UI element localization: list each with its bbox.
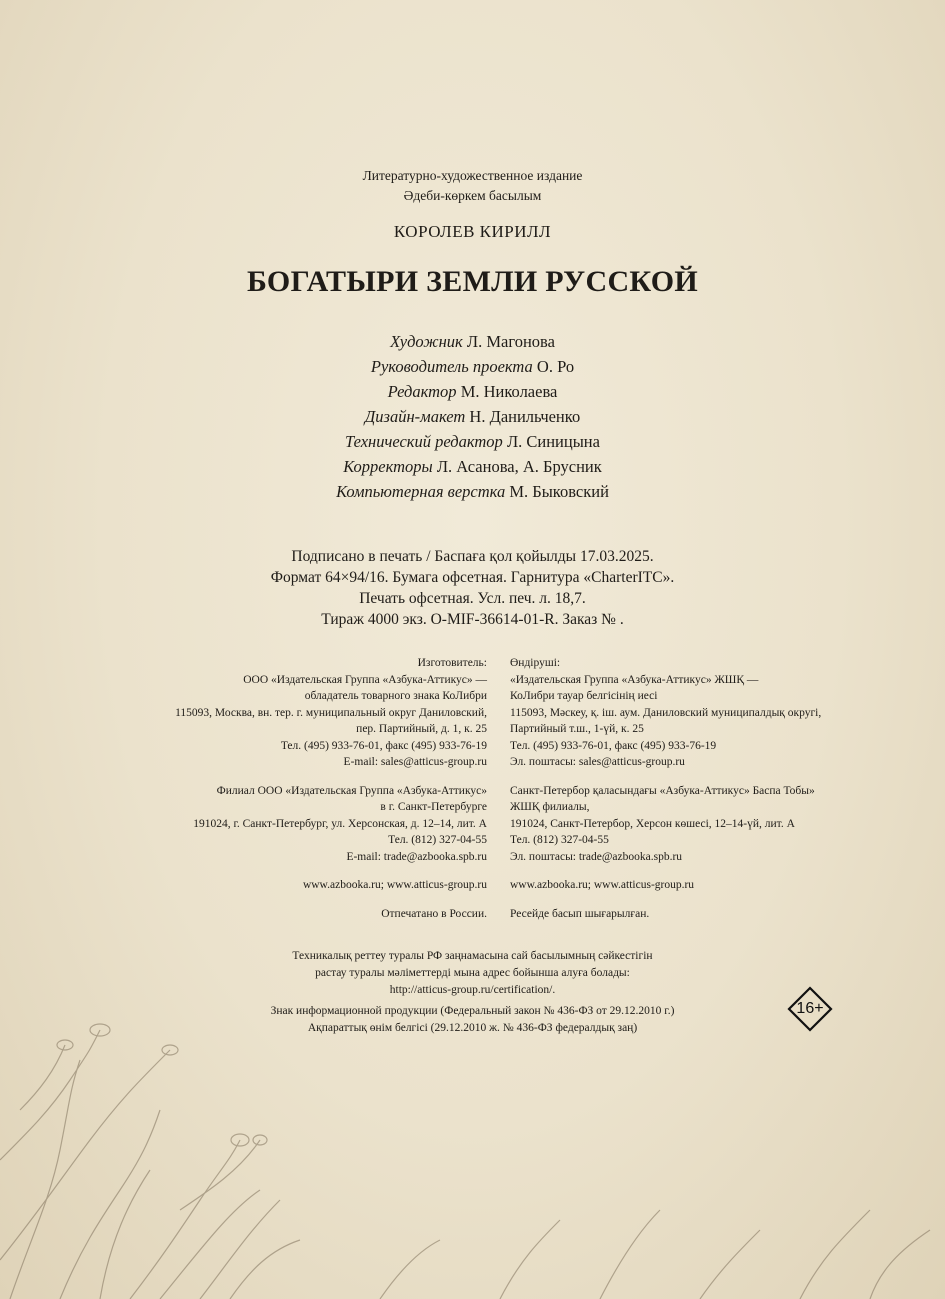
- credit-person: О. Ро: [536, 357, 575, 376]
- text-line: 115093, Москва, вн. тер. г. муниципальный округ Даниловский,: [175, 706, 487, 719]
- text-line: 191024, Санкт-Петербор, Херсон көшесі, 12–14-үй, лит. А: [510, 817, 795, 830]
- text-line: пер. Партийный, д. 1, к. 25: [356, 723, 487, 735]
- email-text: E-mail: sales@atticus-group.ru: [343, 756, 487, 768]
- email-text: Эл. поштасы: sales@atticus-group.ru: [510, 756, 685, 768]
- text-line: Санкт-Петербор қаласындағы «Азбука-Аттикус» Баспа Тобы»: [510, 784, 815, 797]
- text-line: Филиал ООО «Издательская Группа «Азбука-Аттикус»: [216, 784, 487, 797]
- credit-person: М. Быковский: [509, 482, 609, 501]
- edition-ru: Литературно-художественное издание: [362, 168, 583, 183]
- credit-line: [0, 429, 945, 454]
- manufacturer-kz-main: [510, 655, 850, 771]
- credit-role: Руководитель проекта: [370, 357, 533, 376]
- credit-role: Редактор: [387, 382, 457, 401]
- credit-line: [0, 379, 945, 404]
- email-text: Эл. поштасы: trade@azbooka.spb.ru: [510, 850, 683, 863]
- edition-type: [0, 166, 945, 206]
- credit-person: Л. Синицына: [506, 432, 600, 451]
- credit-line: [0, 354, 945, 379]
- print-info: [0, 546, 945, 630]
- text-line: «Издательская Группа «Азбука-Аттикус» ЖШҚ —: [510, 673, 759, 686]
- text-line: Тел. (812) 327-04-55: [510, 834, 609, 846]
- printed-ru: Отпечатано в России.: [381, 907, 487, 920]
- text-line: ЖШҚ филиалы,: [510, 801, 590, 813]
- credit-role: Компьютерная верстка: [336, 482, 506, 501]
- text-line: Тел. (812) 327-04-55: [388, 834, 487, 846]
- printed-kz: Ресейде басып шығарылған.: [510, 907, 650, 920]
- credit-person: Л. Магонова: [466, 332, 555, 351]
- credit-role: Художник: [390, 332, 463, 351]
- web-kz: www.azbooka.ru; www.atticus-group.ru: [510, 879, 695, 891]
- edition-kz: Әдеби-көркем басылым: [403, 188, 542, 203]
- web-ru: www.azbooka.ru; www.atticus-group.ru: [302, 879, 487, 891]
- print-line: Тираж 4000 экз. O-MIF-36614-01-R. Заказ № .: [321, 611, 624, 628]
- credit-line: [0, 404, 945, 429]
- text-line: Партийный т.ш., 1-үй, к. 25: [510, 723, 644, 735]
- text-line: Техникалық реттеу туралы РФ заңнамасына сай басылымның сәйкестігін: [292, 950, 653, 962]
- credit-line: [0, 454, 945, 479]
- book-title: БОГАТЫРИ ЗЕМЛИ РУССКОЙ: [247, 265, 698, 298]
- age-rating-badge: [786, 985, 834, 1033]
- manufacturer-ru: [127, 655, 487, 934]
- certification-url: http://atticus-group.ru/certification/.: [389, 984, 556, 996]
- print-line: Подписано в печать / Баспаға қол қойылды 17.03.2025.: [291, 548, 654, 565]
- email-text: E-mail: trade@azbooka.spb.ru: [346, 850, 487, 863]
- text-line: Тел. (495) 933-76-01, факс (495) 933-76-19: [510, 739, 717, 752]
- print-line: Печать офсетная. Усл. печ. л. 18,7.: [359, 590, 586, 607]
- credit-line: [0, 329, 945, 354]
- age-rating-text: 16+: [796, 1000, 824, 1017]
- text-line: Ақпараттық өнім белгісі (29.12.2010 ж. № 436-ФЗ федералдық заң): [307, 1022, 638, 1034]
- manufacturer-ru-branch: [127, 783, 487, 866]
- credit-person: М. Николаева: [460, 382, 558, 401]
- text-line: ООО «Издательская Группа «Азбука-Аттикус» —: [243, 673, 487, 686]
- manufacturer-kz-branch: [510, 783, 850, 866]
- text-line: Өндіруші:: [510, 657, 561, 669]
- manufacturer-ru-main: [127, 655, 487, 771]
- credit-line: [0, 479, 945, 504]
- credit-person: Л. Асанова, А. Брусник: [436, 457, 602, 476]
- text-line: 191024, г. Санкт-Петербург, ул. Херсонская, д. 12–14, лит. А: [193, 817, 487, 830]
- text-line: обладатель товарного знака КоЛибри: [304, 690, 487, 702]
- text-line: 115093, Мәскеу, қ. іш. аум. Даниловский муниципалдық округі,: [510, 706, 822, 719]
- credit-role: Дизайн-макет: [364, 407, 466, 426]
- credit-person: Н. Данильченко: [469, 407, 581, 426]
- text-line: Изготовитель:: [417, 657, 487, 669]
- text-line: растау туралы мәліметтерді мына адрес бойынша алуға болады:: [315, 967, 630, 979]
- text-line: Тел. (495) 933-76-01, факс (495) 933-76-19: [280, 739, 487, 752]
- text-line: в г. Санкт-Петербурге: [380, 801, 487, 813]
- credits-list: [0, 329, 945, 504]
- print-line: Формат 64×94/16. Бумага офсетная. Гарнитура «CharterITC».: [270, 569, 675, 586]
- credit-role: Корректоры: [343, 457, 433, 476]
- manufacturer-kz: [510, 655, 850, 934]
- author-name: КОРОЛЕВ КИРИЛЛ: [393, 222, 552, 241]
- credit-role: Технический редактор: [345, 432, 503, 451]
- text-line: КоЛибри тауар белгісінің иесі: [510, 690, 658, 702]
- text-line: Знак информационной продукции (Федеральный закон № 436-ФЗ от 29.12.2010 г.): [270, 1005, 675, 1017]
